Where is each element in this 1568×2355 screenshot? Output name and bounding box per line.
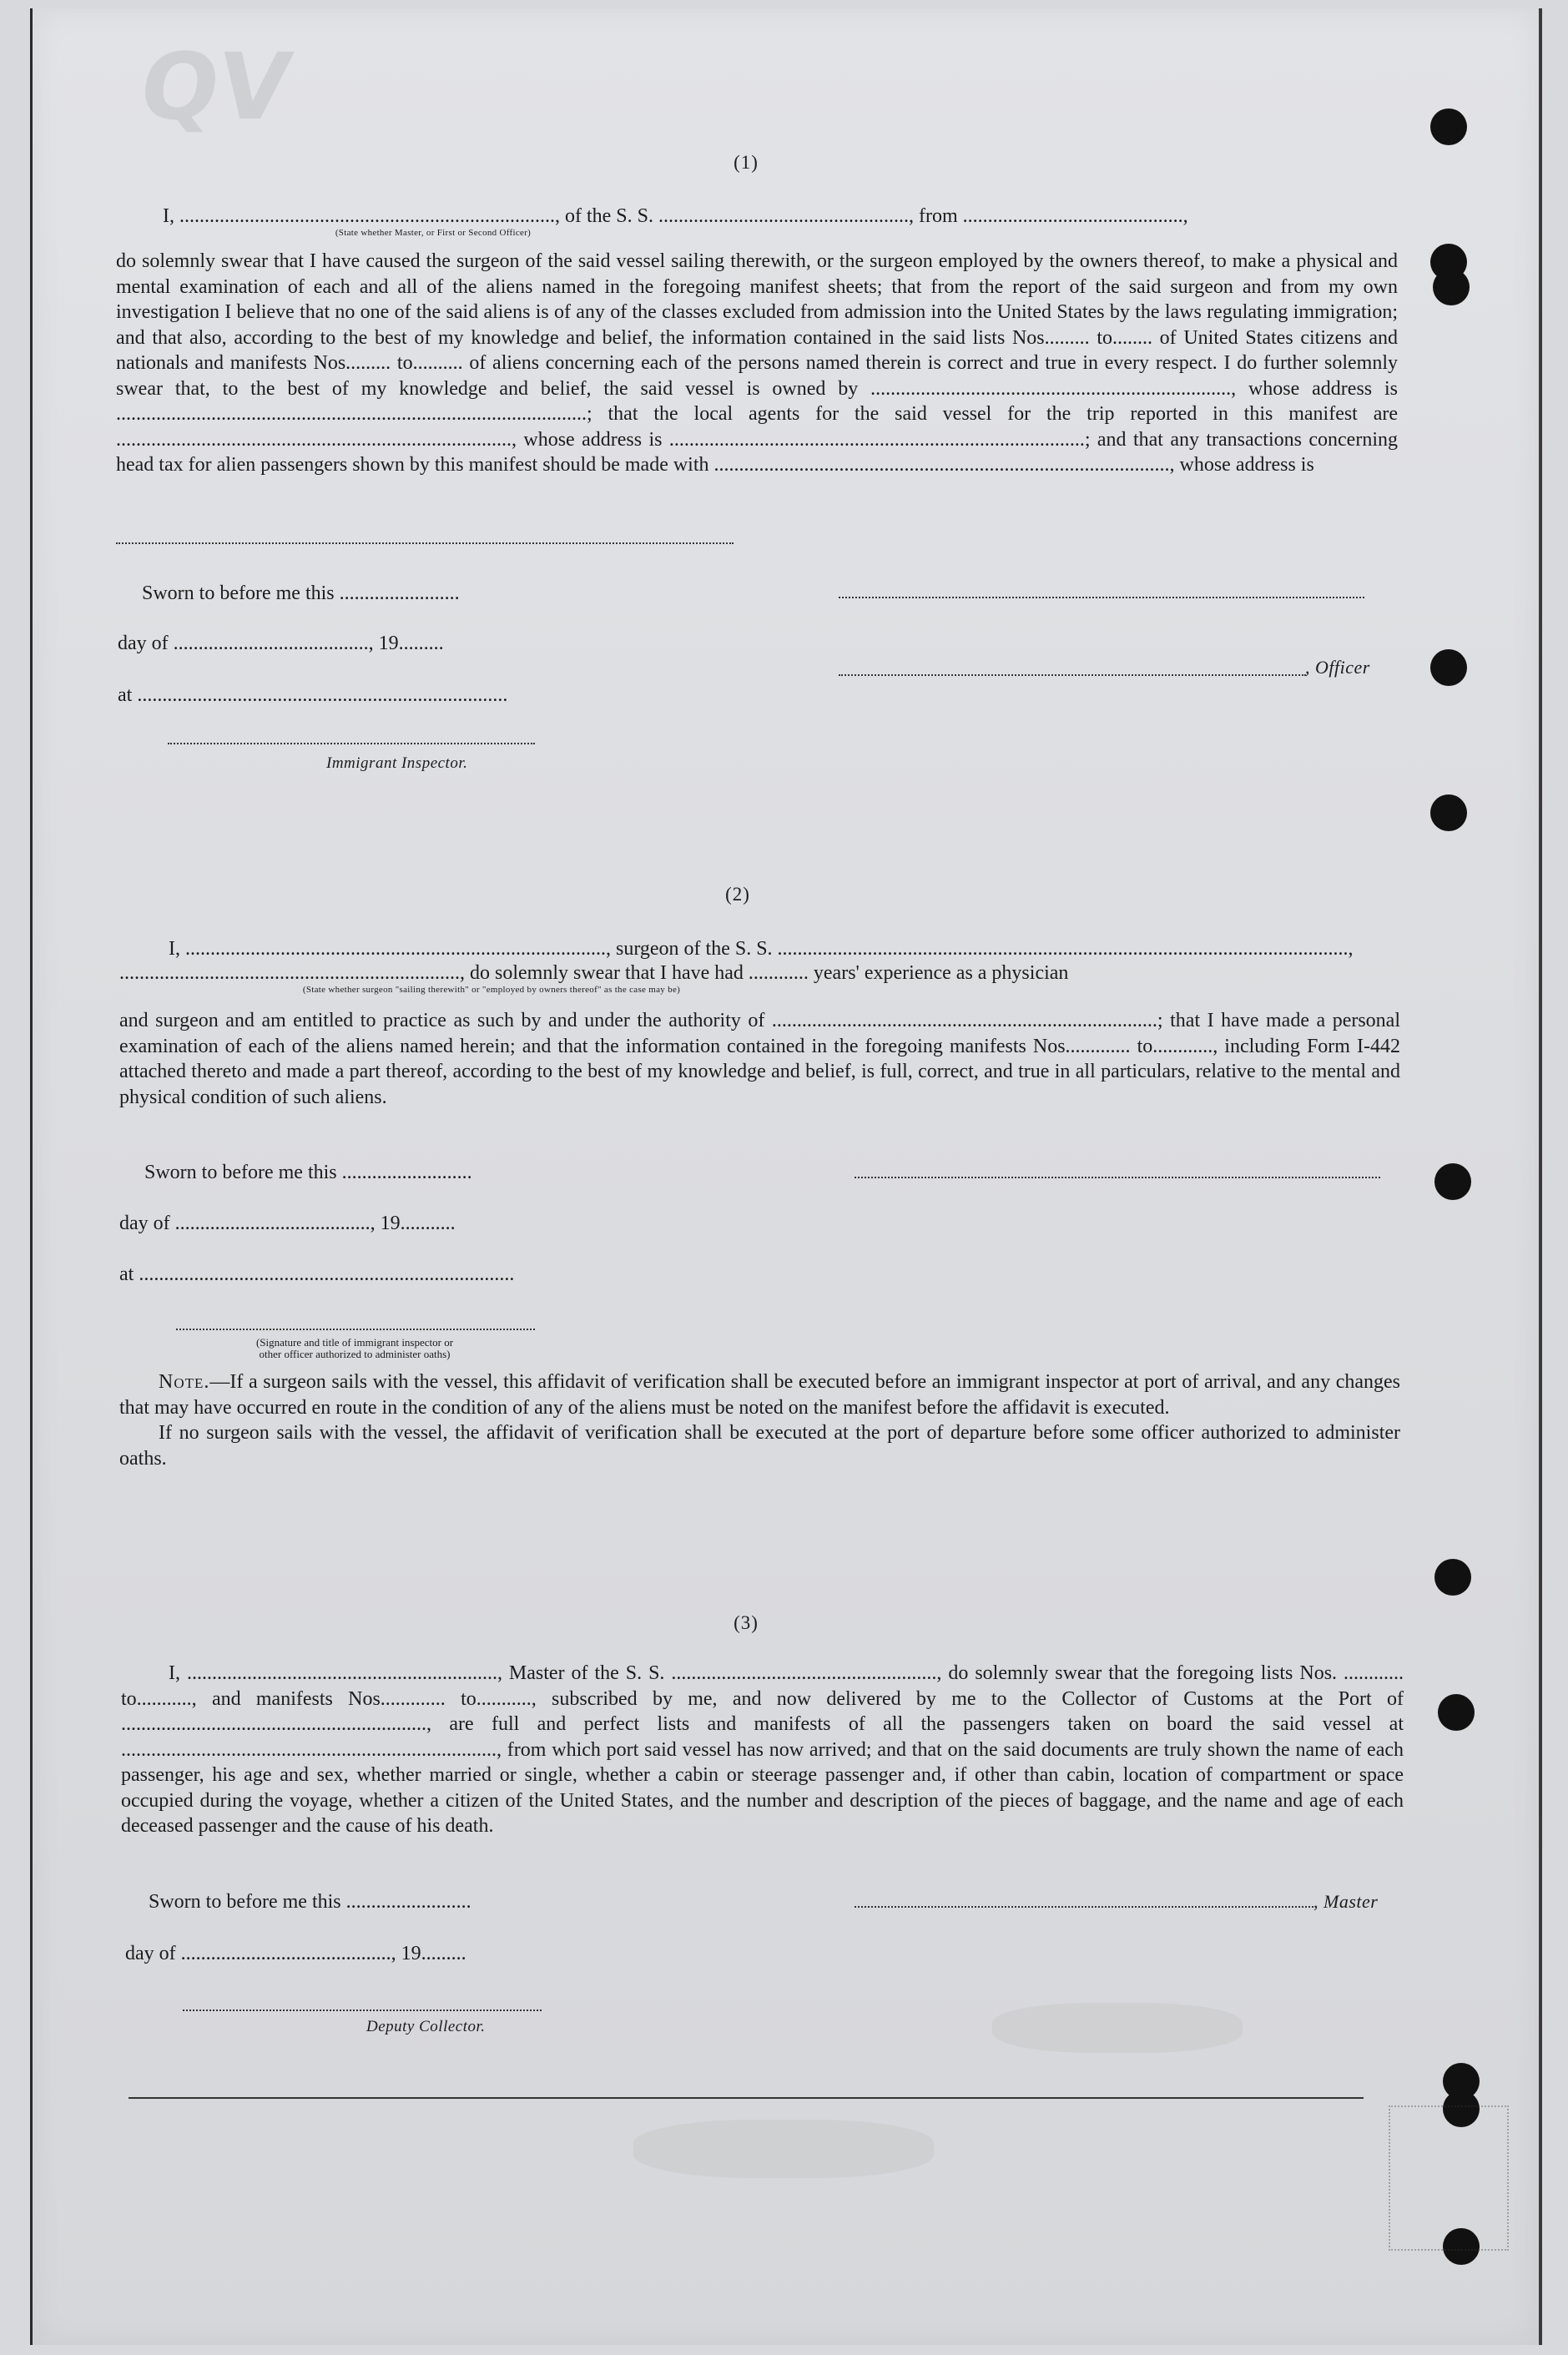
section-2-signature-caption-2: other officer authorized to administer oaths) <box>259 1348 451 1360</box>
section-1-day-of: day of ......................................., 19......... <box>118 633 444 654</box>
section-1-at: at .......................................................................... <box>118 684 508 706</box>
section-2-swear-caption: (State whether surgeon "sailing therewith" or "employed by owners thereof" as the case may be) <box>302 985 681 995</box>
master-label: , Master <box>1313 1891 1379 1912</box>
section-1-oath-text: do solemnly swear that I have caused the surgeon of the said vessel sailing therewith, or the surgeon employed by the owners thereof, to make a physical and mental examination of each and all of the aliens named in the foregoing manifest sheets; that from the report of the said surgeon and from my own investigation I believe that no one of the said aliens is of any of the classes excluded from admission into the United States by the laws regulating immigration; and that also, according to the best of my knowledge and belief, the information contained in the said lists Nos......... to........ of United States citizens and nationals and manifests Nos......... to.......... of aliens concerning each of the persons named therein is correct and true in every respect. I do further solemnly swear that, to the best of my knowledge and belief, the said vessel is owned by ........................................................................, whose address is ..............................................................................................; that the local agents for the said vessel for the trip reported in this manifest are ..............................................................................., whose address is ...................................................................................; and that any transactions concerning head tax for alien passengers shown by this manifest should be made with ..........................................................................................., whose address is <box>116 250 1398 476</box>
section-2-note <box>119 1369 1400 1496</box>
section-2-oath-text: and surgeon and am entitled to practice as such by and under the authority of .............................................................................; that I have made a personal examination of each of the aliens named herein; and that the information contained in the foregoing manifests Nos............. to............, including Form I-442 attached thereto and made a part thereof, according to the best of my knowledge and belief, is full, correct, and true in all particulars, relative to the mental and physical condition of such aliens. <box>119 1010 1400 1108</box>
punch-hole <box>1434 1559 1471 1596</box>
note-paragraph-2: If no surgeon sails with the vessel, the affidavit of verification shall be executed at the port of departure before some officer authorized to administer oaths. <box>119 1422 1400 1470</box>
section-3-day-of: day of .........................................., 19......... <box>125 1943 466 1964</box>
bottom-rule <box>129 2097 1364 2099</box>
section-1-opening-line: I, ..........................................................................., of the S. S. .................................................., from ............................................, <box>163 205 1188 227</box>
deputy-collector-label: Deputy Collector. <box>366 2018 486 2035</box>
section-3-sworn: Sworn to before me this ......................... <box>149 1891 471 1913</box>
punch-hole <box>1438 1694 1475 1731</box>
note-paragraph-1 <box>119 1369 1400 1420</box>
section-1-sworn: Sworn to before me this ........................ <box>142 582 460 604</box>
master-signature-line <box>855 1906 1313 1908</box>
smudge-mark <box>992 2003 1243 2053</box>
punch-hole <box>1430 649 1467 686</box>
punch-hole <box>1433 269 1470 305</box>
section-2-sworn: Sworn to before me this .......................... <box>144 1162 472 1183</box>
officer-label: , Officer <box>1305 657 1370 678</box>
section-2-opening-line: I, ...................................................................................., surgeon of the S. S. .................................................................................................................., <box>169 938 1354 960</box>
immigrant-inspector-label: Immigrant Inspector. <box>326 754 468 772</box>
stamp-box <box>1389 2105 1509 2251</box>
surgeon-signature-line <box>855 1177 1380 1178</box>
officer-signature-line-upper <box>839 597 1364 598</box>
section-2-signature-caption-1: (Signature and title of immigrant inspector or <box>255 1336 454 1349</box>
deputy-collector-signature-line <box>183 2010 542 2011</box>
punch-hole <box>1434 1163 1471 1200</box>
section-2-at: at ........................................................................... <box>119 1263 515 1285</box>
manifest-sheet <box>30 8 1542 2345</box>
section-2-swear-line: ...................................................................., do solemnly swear that I have had ............ years' experience as a physician <box>119 962 1069 984</box>
inspector-signature-line <box>168 743 535 744</box>
note-heading: Note. <box>159 1371 210 1393</box>
punch-hole <box>1430 794 1467 831</box>
section-3-number: (3) <box>734 1612 759 1633</box>
punch-hole <box>1430 108 1467 145</box>
note-text-1: —If a surgeon sails with the vessel, this affidavit of verification shall be executed before an immigrant inspector at port of arrival, and any changes that may have occurred en route in the condition of any of the aliens must be noted on the manifest before the affidavit is executed. <box>119 1371 1400 1419</box>
section-2-number: (2) <box>725 884 750 905</box>
section-3-oath-text: I, .............................................................., Master of the S. S. ....................................................., do solemnly swear that the foregoing lists Nos. ............ to..........., and manifests Nos............. to..........., subscribed by me, and now delivered by me to the Collector of Customs at the Port of ............................................................., are full and perfect lists and manifests of all the passengers taken on board the said vessel at ..........................................................................., from which port said vessel has now arrived; and that on the said documents are truly shown the name of each passenger, his age and sex, whether married or single, whether a cabin or steerage passenger and, if other than cabin, location of compartment or space occupied during the voyage, whether a citizen of the United States, and the number and description of the pieces of baggage, and the name and age of each deceased passenger and the cause of his death. <box>121 1662 1404 1837</box>
officer-signature-line <box>839 674 1306 676</box>
section-1-opening-caption: (State whether Master, or First or Second Officer) <box>335 228 532 238</box>
section-1-number: (1) <box>734 152 759 173</box>
section-2-signature-line-left <box>176 1329 535 1330</box>
section-1-end-rule <box>116 542 734 544</box>
section-2-day-of: day of ......................................., 19........... <box>119 1213 456 1234</box>
bleed-through-mark: QV <box>134 33 298 140</box>
smudge-mark <box>633 2120 934 2178</box>
